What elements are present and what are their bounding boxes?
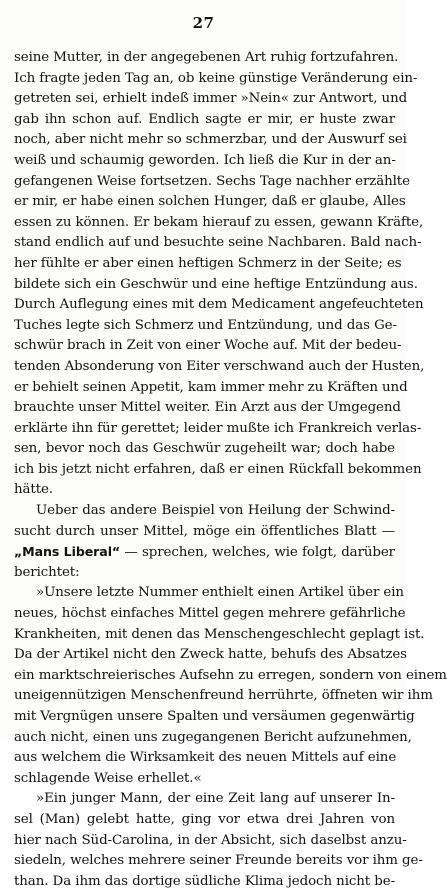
text-line: her fühlte er aber einen heftigen Schmerz in der Seite; es [14,255,402,271]
body-text [14,48,447,892]
text-line: tenden Absonderung von Eiter verschwand auch der Husten, [14,358,425,374]
text-line: sen, bevor noch das Geschwür zugeheilt war; doch habe [14,441,395,457]
text-line: essen zu können. Er bekam hierauf zu essen, gewann Kräfte, [14,214,424,230]
text-line: Ueber das andere Beispiel von Heilung der Schwind- [36,503,395,519]
text-line [14,542,395,563]
text-line: siedeln, welches mehrere seiner Freunde bereits vor ihm ge- [14,853,423,869]
text-line: gab ihn schon auf. Endlich sagte er mir, er huste zwar [14,111,395,127]
text-line: »Ein junger Mann, der eine Zeit lang auf unserer In- [36,791,395,807]
text-line: sucht durch unser Mittel, möge ein öffentliches Blatt — [14,523,395,539]
text-line: schwür brach in Zeit von einer Woche auf. Mit der bedeu- [14,338,402,354]
text-line: auch nicht, einen uns zugegangenen Bericht aufzunehmen, [14,729,412,745]
text-line: Durch Auflegung eines mit dem Medicament angefeuchteten [14,297,424,313]
text-line: ich bis jetzt nicht erfahren, daß er einen Rückfall bekommen [14,461,422,477]
text-line: noch, aber nicht mehr so schmerzbar, und der Auswurf sei [14,132,407,148]
text-line: stand endlich auf und besuchte seine Nachbaren. Bald nach- [14,235,422,251]
text-line: than. Da ihm das dortige südliche Klima jedoch nicht be- [14,873,395,889]
text-line: aus welchem die Wirksamkeit des neuen Mittels auf eine [14,750,397,766]
text-line: brauchte unser Mittel weiter. Ein Arzt aus der Umgegend [14,400,401,416]
text-line: ein marktschreierisches Aufsehn zu erregen, sondern von einem [14,667,447,683]
text-line: hätte. [14,482,53,498]
text-line: neues, höchst einfaches Mittel gegen mehrere gefährliche [14,606,406,622]
text-line: mit Vergnügen unsere Spalten und versäumen gegenwärtig [14,709,415,724]
line-text: — sprechen, welches, wie folgt, darüber [120,545,395,561]
text-line: sel (Man) gelebt hatte, ging vor etwa drei Jahren von [14,811,395,827]
newspaper-name: „Mans Liberal“ [14,544,121,560]
text-line: uneigennützigen Menschenfreund herrührte, öffneten wir ihm [14,688,433,704]
page-number: 27 [192,14,215,32]
text-line: Krankheiten, mit denen das Menschengeschlecht geplagt ist. [14,626,425,642]
text-line: gefangenen Weise fortsetzen. Sechs Tage nachher erzählte [14,173,410,189]
text-line: Tuches legte sich Schmerz und Entzündung, und das Ge- [14,317,397,333]
text-line: schlagende Weise erhellet.« [14,770,202,786]
text-line: Da der Artikel nicht den Zweck hatte, behufs des Absatzes [14,647,407,663]
text-line: er mir, er habe einen solchen Hunger, daß er glaube, Alles [14,194,406,210]
text-line: bildete sich ein Geschwür und eine heftige Entzündung aus. [14,276,418,292]
text-line: berichtet: [14,564,80,580]
text-line: er behielt seinen Appetit, kam immer mehr zu Kräften und [14,379,408,395]
text-line: Ich fragte jeden Tag an, ob keine günstige Veränderung ein- [14,70,418,86]
text-line: »Unsere letzte Nummer enthielt einen Artikel über ein [36,585,404,601]
text-line: erklärte ihn für gerettet; leider mußte ich Frankreich verlas- [14,420,422,436]
text-line: getreten sei, erhielt indeß immer »Nein« zur Antwort, und [14,91,408,107]
text-line: hier nach Süd-Carolina, in der Absicht, sich daselbst anzu- [14,832,407,848]
text-line: weiß und schaumig geworden. Ich ließ die Kur in der an- [14,152,396,168]
text-line: seine Mutter, in der angegebenen Art ruhig fortzufahren. [14,50,399,65]
